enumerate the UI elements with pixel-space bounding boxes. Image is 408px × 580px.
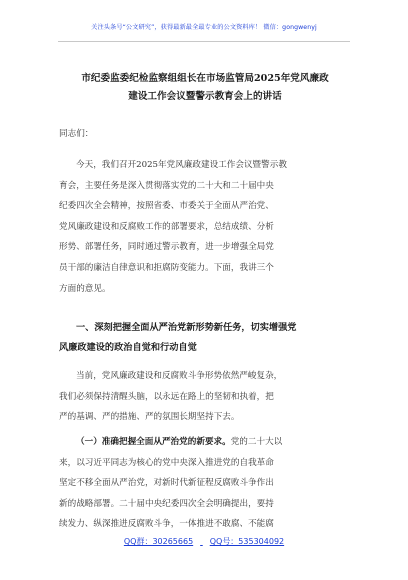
header-notice: 关注头条号“公文研究”，获得最新最全最专业的公文资料库！ 微信：gongwenyj [91, 24, 317, 31]
footer-contact [0, 536, 408, 547]
paragraph-line: 形势、部署任务，同时通过警示教育，进一步增强全局党 [59, 242, 274, 253]
subsection-1-heading: （一）准确把握全面从严治党的新要求。 [76, 437, 231, 447]
subsection-1-paragraph [59, 432, 351, 535]
header-divider [58, 41, 350, 42]
footer-qq-number[interactable]: QQ号：535304092 [209, 537, 285, 546]
paragraph-line: 员干部的廉洁自律意识和拒腐防变能力。下面，我讲三个 [59, 262, 274, 273]
section-1-heading [59, 318, 351, 358]
paragraph-line: 续发力、纵深推进反腐败斗争，一体推进不敢腐、不能腐 [59, 519, 274, 530]
document-title [60, 70, 350, 106]
paragraph-line: 育会，主要任务是深入贯彻落实党的二十大和二十届中央 [59, 180, 274, 191]
salutation-block [59, 124, 351, 145]
paragraph-line: 坚定不移全面从严治党，对新时代新征程反腐败斗争作出 [59, 478, 274, 489]
footer-qq-group[interactable]: QQ群：30265665 [123, 537, 194, 546]
title-line-1: 市纪委监委纪检监察组组长在市场监管局2025年党风廉政 [81, 73, 329, 84]
subsection-first-line [59, 432, 351, 453]
paragraph-line: 严的基调、严的措施、严的氛围长期坚持下去。 [59, 412, 240, 423]
paragraph-line: 方面的意见。 [59, 283, 111, 294]
title-line-2: 建设工作会议暨警示教育会上的讲话 [128, 91, 282, 102]
paragraph-line: 党风廉政建设和反腐败工作的部署要求，总结成绩、分析 [59, 221, 274, 232]
paragraph-line: 来，以习近平同志为核心的党中央深入推进党的自我革命 [59, 457, 274, 468]
paragraph-line: 我们必须保持清醒头脑，以永远在路上的坚韧和执着，把 [59, 391, 274, 402]
paragraph-line: 当前，党风廉政建设和反腐败斗争形势依然严峻复杂， [76, 371, 283, 381]
subsection-lead-text: 党的二十大以 [230, 437, 283, 447]
paragraph-line: 新的战略部署。二十届中央纪委四次全会明确提出，要持 [59, 498, 274, 509]
heading-line: 风廉政建设的政治自觉和行动自觉 [59, 342, 197, 353]
intro-paragraph [59, 155, 351, 299]
section-1-paragraph [59, 366, 351, 428]
paragraph-line: 纪委四次全会精神，按照省委、市委关于全面从严治党、 [59, 201, 274, 212]
salutation: 同志们： [59, 129, 94, 139]
heading-line: 一、深刻把握全面从严治党新形势新任务，切实增强党 [76, 322, 297, 333]
paragraph-line: 今天，我们召开2025年党风廉政建设工作会议暨警示教 [76, 160, 287, 170]
